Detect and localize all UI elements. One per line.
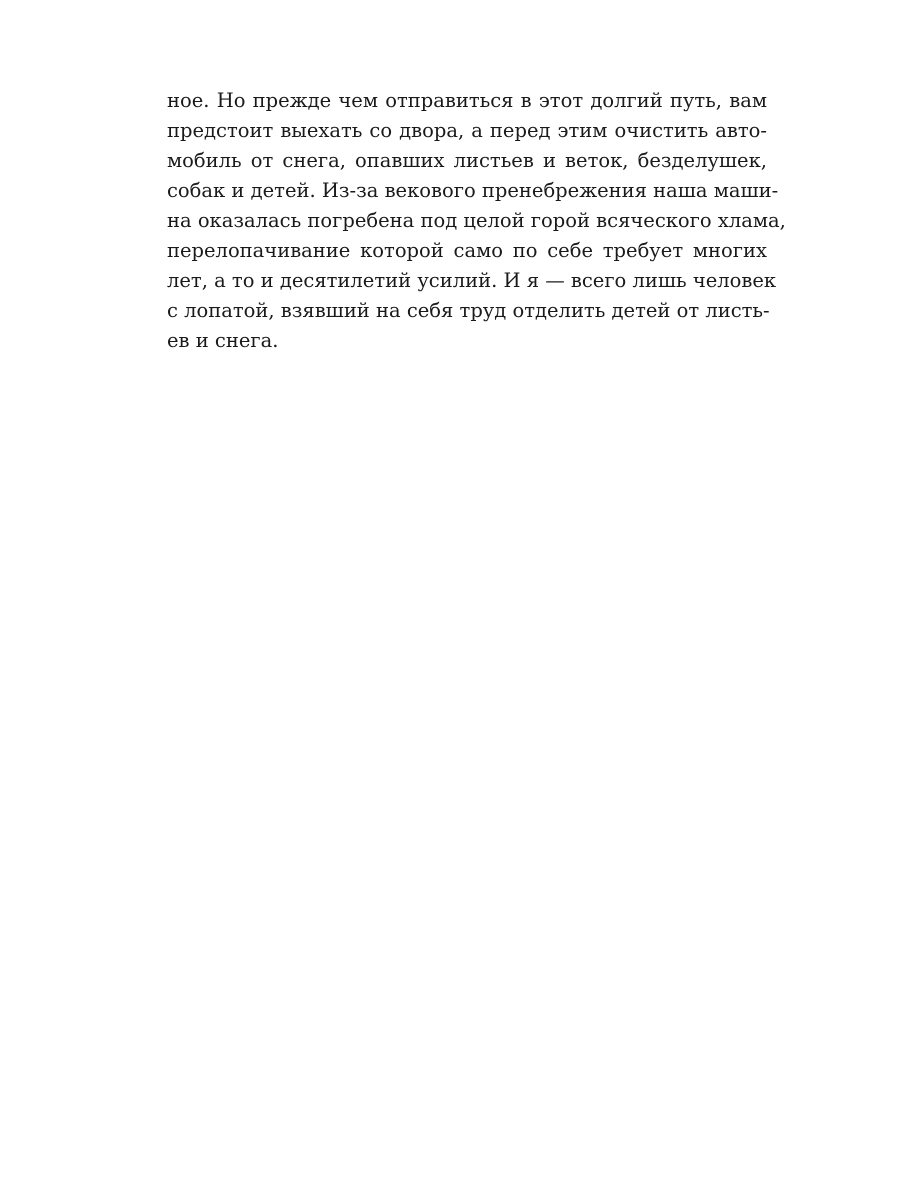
- text-line: лет, а то и десятилетий усилий. И я — всего лишь человек: [167, 269, 777, 292]
- text-line: на оказалась погребена под целой горой всяческого хлама,: [167, 209, 786, 232]
- text-line: перелопачивание которой само по себе требует многих: [167, 239, 767, 262]
- body-paragraph: [167, 86, 786, 356]
- text-line: предстоит выехать со двора, а перед этим очистить авто-: [167, 119, 767, 142]
- text-line: с лопатой, взявший на себя труд отделить детей от листь-: [167, 299, 770, 322]
- text-line: мобиль от снега, опавших листьев и веток, безделушек,: [167, 149, 767, 172]
- text-line: собак и детей. Из-за векового пренебрежения наша маши-: [167, 179, 779, 202]
- text-line-last: ев и снега.: [167, 329, 279, 352]
- text-line: ное. Но прежде чем отправиться в этот долгий путь, вам: [167, 89, 767, 112]
